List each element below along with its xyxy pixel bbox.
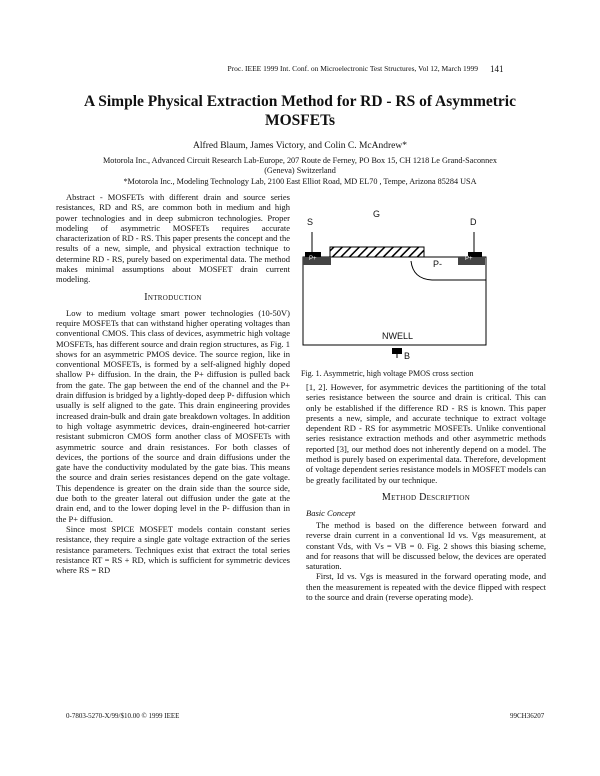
method-paragraph: First, Id vs. Vgs is measured in the forward operating mode, and then the measurement is repeated with the device flipped with respect to the source and drain (reverse operating mode). [306, 571, 546, 603]
affiliation-1: Motorola Inc., Advanced Circuit Research Lab-Europe, 207 Route de Ferney, PO Box 15, CH 1218 Le Grand-Saconnex [103, 156, 497, 165]
figure-1 [300, 195, 550, 367]
method-heading: Method Description [381, 491, 471, 503]
abstract [56, 192, 290, 285]
footer-isbn: 0-7803-5270-X/99/$10.00 © 1999 IEEE [66, 712, 180, 720]
source-label: S [307, 217, 314, 227]
affiliation-2: *Motorola Inc., Modeling Technology Lab, 2100 East Elliot Road, MD EL70 , Tempe, Arizona 85284 USA [123, 177, 477, 186]
pmos-cross-section-diagram [300, 195, 550, 367]
method-body [306, 520, 546, 602]
right-column [301, 195, 546, 603]
intro-body [56, 308, 290, 576]
nwell-label: NWELL [382, 331, 414, 341]
authors: Alfred Blaum, James Victory, and Colin C. McAndrew* [193, 141, 407, 151]
intro-heading: Introduction [144, 291, 202, 303]
paper-title: A Simple Physical Extraction Method for RD - RS of Asymmetric MOSFETs [84, 93, 516, 129]
intro-paragraph: Low to medium voltage smart power technologies (10-50V) require MOSFETs that can withstand higher operating voltages than conventional CMOS. This class of devices, asymmetric high voltage MOSFETs, has different source and drain region structures, as Fig. 1 shows for an asymmetric PMOS device. The source region, like in conventional MOSFETs, is formed by a self-aligned highly doped shallow P+ diffusion. In the drain, the P+ diffusion is pulled back from the gate. The gap between the end of the channel and the P+ drain diffusion is bridged by a lightly-doped deep P- diffusion which usually is self aligned to the gate. This drain engineering provides increased drain-bulk and drain gate breakdown voltages. In addition to high voltage asymmetric devices, drain-engineered hot-carrier resistant submicron CMOS form another class of MOSFETs with asymmetric source and drain resistances. For both classes of devices, the portions of the source and drain diffusions under the gate have the conductivity modulated by the gate bias. This means the source and drain series resistances depend on the gate voltage. This dependence is greater on the drain side than the source side, due both to the greater lateral out diffusion under the gate at the drain end, and to the lower doping level in the P- diffusion than in the P+ diffusion. [56, 307, 290, 524]
drain-label: D [470, 217, 477, 227]
running-head: Proc. IEEE 1999 Int. Conf. on Microelectronic Test Structures, Vol 12, March 1999 [227, 64, 478, 73]
source-pplus-label: P+ [309, 256, 317, 262]
intro-paragraph: Since most SPICE MOSFET models contain constant series resistance, they require a single gate voltage extraction of the series resistance parameters. Techniques exist that extract the total series resistance RT = RS + RD, which is sufficient for symmetric devices where RS = RD [56, 523, 290, 576]
affiliation-1-country: (Geneva) Switzerland [264, 166, 336, 175]
figure-caption: Fig. 1. Asymmetric, high voltage PMOS cross section [301, 369, 474, 378]
abstract-text: Abstract - MOSFETs with different drain and source series resistances, RD and RS, are common both in medium and high power technologies and in deep submicron technologies. Proper modeling of asymmetric MOSFETs requires accurate characterization of RD - RS. This paper presents the concept and the results of a new, simple, and physical extraction technique to determine RD - RS, purely based on experimental data. The method makes minimal assumptions about MOSFET drain current modeling. [56, 192, 290, 285]
intro-continued-paragraph: [1, 2]. However, for asymmetric devices the partitioning of the total series resistance between the source and drain is critical. This can only be established if the difference RD - RS is known. This paper presents a new, simple, and accurate technique to extract voltage dependent RD - RS for asymmetric MOSFETs. Unlike conventional series resistance extraction methods and other asymmetric methods reported [3], our method does not inherently depend on a model. The method is purely based on experimental data. Therefore, development of voltage dependent series resistance models in MOSFET models can be greatly facilitated by our technique. [306, 382, 546, 485]
bulk-label: B [404, 351, 411, 361]
intro-continued [306, 382, 546, 485]
gate-label: G [373, 209, 381, 219]
basic-concept-subheading: Basic Concept [306, 507, 356, 518]
drain-pplus-label: P+ [465, 256, 473, 262]
footer-code: 99CH36207 [510, 712, 545, 720]
page-number: 141 [490, 64, 504, 74]
left-column [56, 192, 290, 575]
p-minus-label: P- [433, 259, 442, 269]
method-paragraph: The method is based on the difference between forward and reverse drain current in a conventional Id vs. Vgs measurement, at constant Vds, with Vs = VB = 0. Fig. 2 shows this biasing scheme, and for reasons that will be discussed below, the devices are operated saturation. [306, 519, 546, 572]
